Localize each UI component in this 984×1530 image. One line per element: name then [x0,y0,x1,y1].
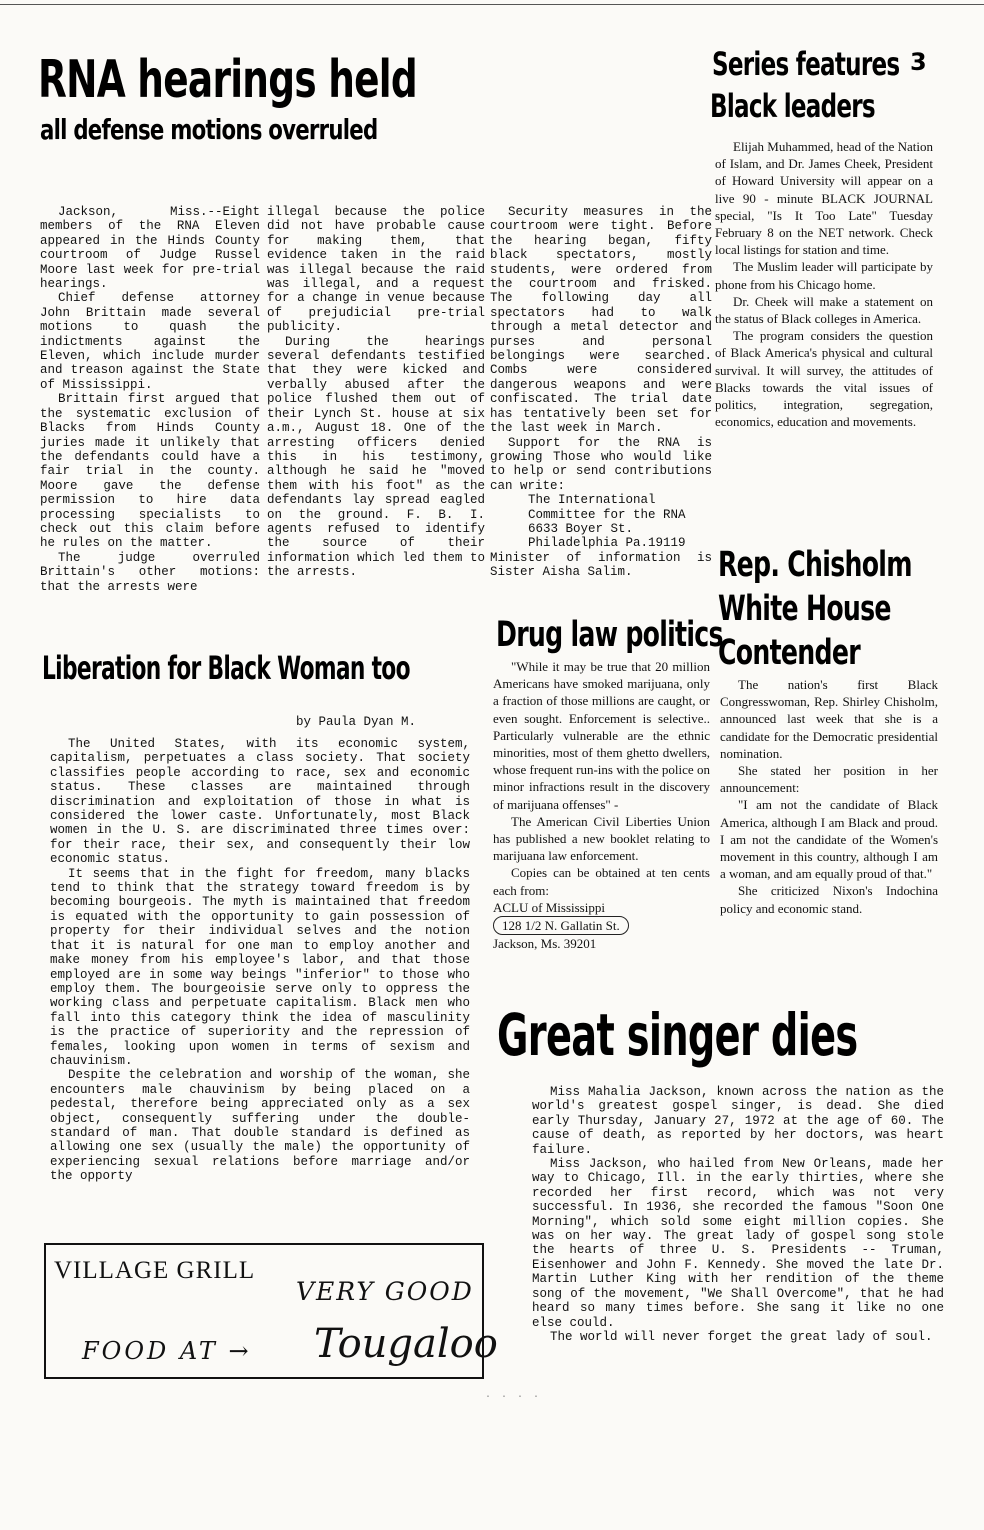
paragraph: Miss Jackson, who hailed from New Orleans, made her way to Chicago, Ill. in the early thirties, where she recorded her first record, which was not very successful. In 1936, she recorded the famous "Soon One Morning", which sold some eight million copies. She was on her way. The great lady of gospel song stole the hearts of three U. S. Presidents -- Truman, Eisenhower and John F. Kennedy. She moved the late Dr. Martin Luther King with her rendition of the theme song of the movement, "We Shall Overcome", that he had heard so many times before. She sang it like no one else could. [532,1157,944,1330]
print-specks: . . . . [485,1390,542,1401]
address-line: 6633 Boyer St. [528,521,634,536]
paragraph: Chief defense attorney John Brittain made several motions to quash the indictments against the Eleven, which include murder and treason against the State of Mississippi. [40,291,260,392]
paragraph: Elijah Muhammed, head of the Nation of Islam, and Dr. James Cheek, President of Howard University will appear on a live 90 - minute BLACK JOURNAL special, "Is It Too Late" Tuesday February 8 on the NET network. Check local listings for station and time. [715,139,934,258]
series-headline-line-1: Series features [712,45,900,83]
liberation-byline: by Paula Dyan M. [296,715,417,729]
paragraph: Minister of information is Sister Aisha Salim. [490,550,712,580]
drug-headline: Drug law politics [496,615,723,655]
singer-headline: Great singer dies [497,1001,858,1069]
paragraph: Support for the RNA is growing Those who would like to help or send contributions can write: [490,435,712,493]
rna-column-2 [267,205,485,580]
paragraph: The nation's first Black Congresswoman, Rep. Shirley Chisholm, announced last week that she is a candidate for the Democratic presidential nomination. [720,677,938,761]
paragraph: Despite the celebration and worship of the woman, she encounters male chauvinism by being placed on a pedestal, therefore being appreciated only as a sex object, consequently suffering under the double-standard of man. That double standard is defined as allowing one sex (usually the male) the opportunity of experiencing sexual relations before marriage and/or the opporty [50,1068,470,1184]
paragraph: The judge overruled Brittain's other motions: that the arrests were [40,550,260,594]
chisholm-headline-line-2: White House [718,589,891,629]
liberation-headline: Liberation for Black Woman too [42,649,410,687]
paragraph: She stated her position in her announcement: [720,763,938,796]
paragraph: The Muslim leader will participate by phone from his Chicago home. [715,259,933,292]
paragraph: The American Civil Liberties Union has published a new booklet relating to marijuana law enforcement. [493,813,710,864]
liberation-body [50,737,470,1184]
paragraph: She criticized Nixon's Indochina policy and economic stand. [720,883,938,916]
rna-subhead: all defense motions overruled [40,113,378,146]
address-line: Committee for the RNA [528,507,686,522]
address-line: Philadelphia Pa.19119 [528,536,686,551]
paragraph: Jackson, Miss.--Eight members of the RNA Eleven appeared in the Hinds County courtroom of Judge Russel Moore last week for pre-trial hearings. [40,205,260,292]
rna-column-1 [40,205,260,594]
rna-column-3 [490,205,712,580]
chisholm-headline-line-1: Rep. Chisholm [718,545,912,585]
ad-place: Tougaloo [314,1321,498,1367]
rna-address [490,493,712,551]
ad-name: VILLAGE GRILL [54,1257,256,1284]
paragraph: Brittain first argued that the systematic exclusion of Blacks from Hinds County juries made it unlikely that the defendants could have a fair trial in the county. Moore gave the defense permission to hire data processing specialists to check out this claim before he rules on the matter. [40,392,260,551]
chisholm-headline-line-3: Contender [718,633,860,673]
ad-very-good: VERY GOOD [296,1277,474,1306]
paragraph: The program considers the question of Black America's physical and cultural survival. It will survey, the attitudes of Blacks towards the vital issues of politics, integration, segregation, economics, education and movements. [715,328,933,430]
paragraph: Dr. Cheek will make a statement on the status of Black colleges in America. [715,293,933,327]
paragraph: "While it may be true that 20 million Americans have smoked marijuana, only a fraction of those millions are caught, or even sought. Enforcement is selective.. Particularly vulnerable are the ethnic minorities, most of them ghetto dwellers, whose frequent run-ins with the police on minor infractions result in the discovery of marijuana offenses" - [493,659,710,812]
paragraph: illegal because the police did not have probable cause for making them, that evidence taken in the raid was illegal because the raid was illegal, and a request for a change in venue because of prejudicial pre-trial publicity. [267,205,485,335]
rna-headline: RNA hearings held [38,50,418,110]
top-rule [0,4,984,5]
paragraph: The United States, with its economic system, capitalism, perpetuates a class society. That society classifies people according to race, sex and economic status. These classes are maintained through discrimination and exploitation of those in what is considered the lower caste. Unfortunately, most Black women in the U. S. are discriminated three times over: for their race, their sex, and consequently their low economic status. [50,737,470,867]
address-line: The International [528,493,656,508]
series-body [715,138,933,430]
paragraph: Copies can be obtained at ten cents each from: [493,865,710,898]
aclu-name: ACLU of Mississippi [493,899,605,915]
paragraph: It seems that in the fight for freedom, many blacks tend to think that the strategy toward freedom is by becoming bourgeois. The myth is maintained that freedom is equated with the opportunity to gain possession of property for their individual selves and the notion that it is natural for one man to employ another and make money from his employee's labor, and that those employed are in some way beings "inferior" to those who employ them. The bourgeoisie serve only to oppress the working class and perpetuate capitalism. Black men who fall into this category think the idea of masculinity is the practice of superiority and the repression of females, looking upon women in terms of sexism and chauvinism. [50,866,470,1068]
aclu-city: Jackson, Ms. 39201 [493,936,597,952]
singer-body [532,1085,944,1344]
drug-body [493,658,710,952]
chisholm-body [720,676,938,917]
paragraph: During the hearings several defendants testified that they were kicked and verbally abused after the police flushed them out of their Lynch St. house at six a.m., August 18. One of the arresting officers denied this in his testimony, although he said he "moved them with his foot" as the defendants lay spread eagled on the ground. F. B. I. agents refused to identify the source of their information which led them to the arrests. [267,334,485,580]
paragraph: The world will never forget the great lady of soul. [550,1329,933,1344]
aclu-street: 128 1/2 N. Gallatin St. [493,916,629,935]
page-number: 3 [910,48,926,76]
paragraph: Security measures in the courtroom were tight. Before the hearing began, fifty black spectators, mostly students, were ordered from the courtroom and frisked. The following day all spectators had to walk through a metal detector and purses and personal belongings were searched. Combs were considered dangerous weapons and were confiscated. The trial date has tentatively been set for the last week in March. [490,205,712,436]
paragraph: Miss Mahalia Jackson, known across the nation as the world's greatest gospel singer, is dead. She died early Thursday, January 27, 1972 at the age of 60. The cause of death, as reported by her doctors, was heart failure. [532,1085,944,1157]
paragraph: "I am not the candidate of Black America, although I am Black and proud. I am not the candidate of the Women's movement in this country, although I am a woman, and am equally proud of that." [720,797,938,882]
village-grill-ad [44,1243,498,1379]
series-headline-line-2: Black leaders [710,87,875,125]
ad-food-at: FOOD AT → [82,1337,252,1365]
